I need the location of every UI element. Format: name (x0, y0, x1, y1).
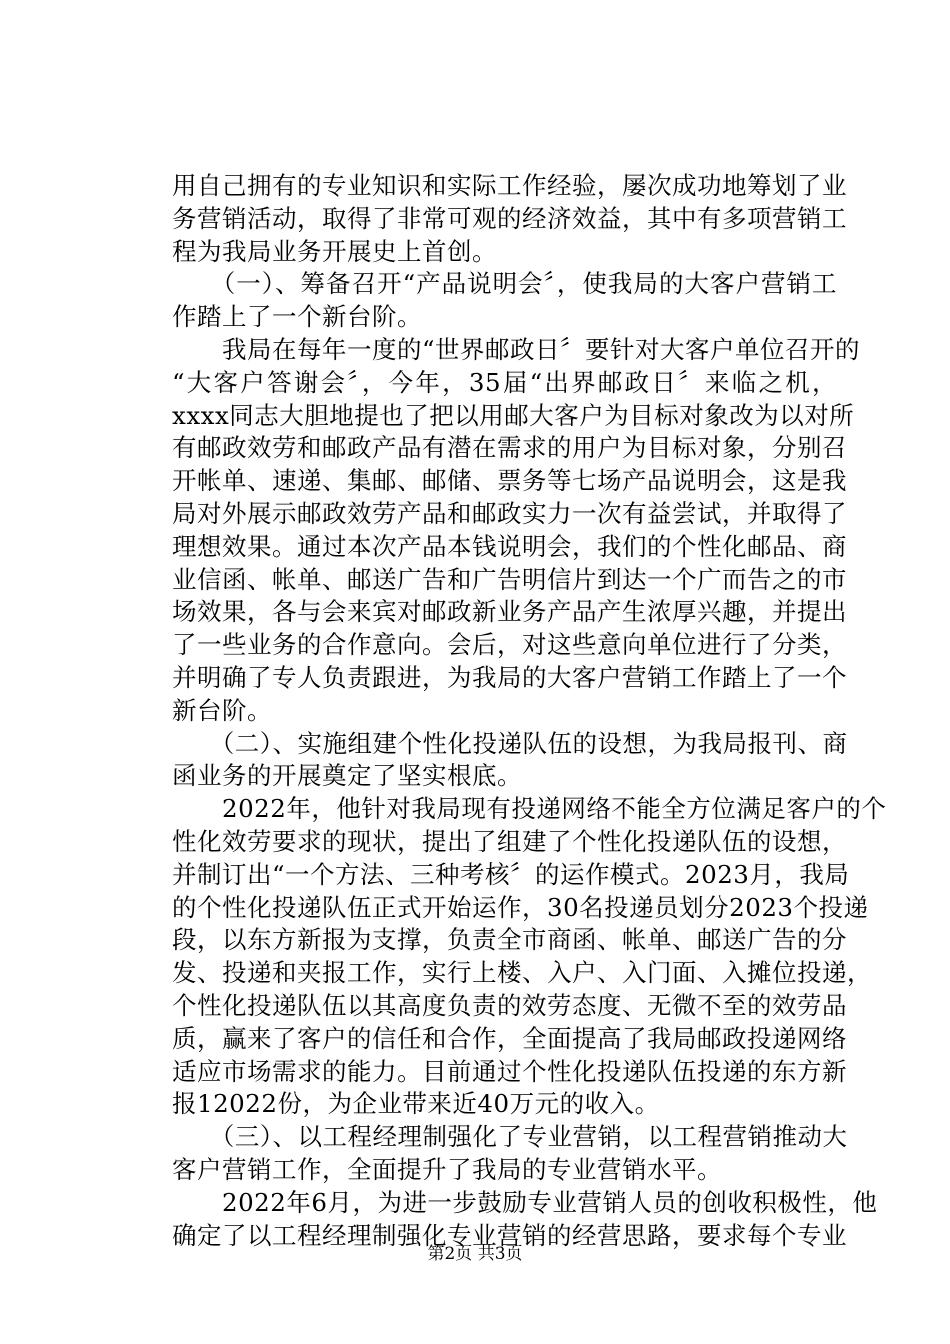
text-line: xxxx同志大胆地提也了把以用邮大客户为目标对象改为以对所 (172, 400, 855, 430)
text-line: 个性化投递队伍以其高度负责的效劳态度、无微不至的效劳品 (172, 990, 847, 1020)
text-line: 2022年，他针对我局现有投递网络不能全方位满足客户的个 (172, 794, 887, 824)
text-line: 适应市场需求的能力。目前通过个性化投递队伍投递的东方新 (172, 1056, 847, 1086)
text-line: 的个性化投递队伍正式开始运作，30名投递员划分2023个投递 (172, 892, 869, 922)
text-line: 我局在每年一度的“世界邮政日〞要针对大客户单位召开的 (172, 334, 861, 364)
text-line: 段，以东方新报为支撑，负责全市商函、帐单、邮送广告的分 (172, 925, 847, 955)
text-line: “大客户答谢会〞，今年，35届“出界邮政日〞来临之机， (172, 367, 837, 397)
text-line: （二）、实施组建个性化投递队伍的设想，为我局报刊、商 (172, 728, 848, 758)
text-line: 发、投递和夹报工作，实行上楼、入户、入门面、入摊位投递， (172, 958, 872, 988)
text-line: 场效果，各与会来宾对邮政新业务产品产生浓厚兴趣，并提出 (172, 597, 847, 627)
text-line: 客户营销工作，全面提升了我局的专业营销水平。 (172, 1154, 722, 1184)
text-line: 开帐单、速递、集邮、邮储、票务等七场产品说明会，这是我 (172, 466, 847, 496)
document-body (172, 170, 887, 1252)
text-line: 并明确了专人负责跟进，为我局的大客户营销工作踏上了一个 (172, 662, 847, 692)
text-line: 了一些业务的合作意向。会后，对这些意向单位进行了分类， (172, 630, 847, 660)
text-line: 务营销活动，取得了非常可观的经济效益，其中有多项营销工 (172, 203, 847, 233)
text-line: 程为我局业务开展史上首创。 (172, 236, 497, 266)
text-line: 并制订出“一个方法、三种考核〞的运作模式。2023月，我局 (172, 859, 850, 889)
page-footer: 第2页 共3页 (427, 1244, 523, 1264)
text-line: 作踏上了一个新台阶。 (172, 302, 422, 332)
text-line: 确定了以工程经理制强化专业营销的经营思路，要求每个专业 (172, 1220, 847, 1250)
text-line: 报12022份，为企业带来近40万元的收入。 (172, 1089, 660, 1119)
text-line: 函业务的开展奠定了坚实根底。 (172, 761, 522, 791)
text-line: 新台阶。 (172, 695, 272, 725)
text-line: 理想效果。通过本次产品本钱说明会，我们的个性化邮品、商 (172, 531, 847, 561)
text-line: 2022年6月，为进一步鼓励专业营销人员的创收积极性，他 (172, 1187, 878, 1217)
text-line: 局对外展示邮政效劳产品和邮政实力一次有益尝试，并取得了 (172, 498, 847, 528)
text-line: 用自己拥有的专业知识和实际工作经验，屡次成功地筹划了业 (172, 171, 847, 200)
text-line: （一）、筹备召开“产品说明会〞，使我局的大客户营销工 (172, 269, 837, 299)
text-line: 性化效劳要求的现状，提出了组建了个性化投递队伍的设想， (172, 826, 847, 856)
text-line: （三）、以工程经理制强化了专业营销，以工程营销推动大 (172, 1122, 848, 1152)
text-line: 有邮政效劳和邮政产品有潜在需求的用户为目标对象，分别召 (172, 433, 847, 463)
text-line: 质，赢来了客户的信任和合作，全面提高了我局邮政投递网络 (172, 1023, 847, 1053)
text-line: 业信函、帐单、邮送广告和广告明信片到达一个广而告之的市 (172, 564, 847, 594)
